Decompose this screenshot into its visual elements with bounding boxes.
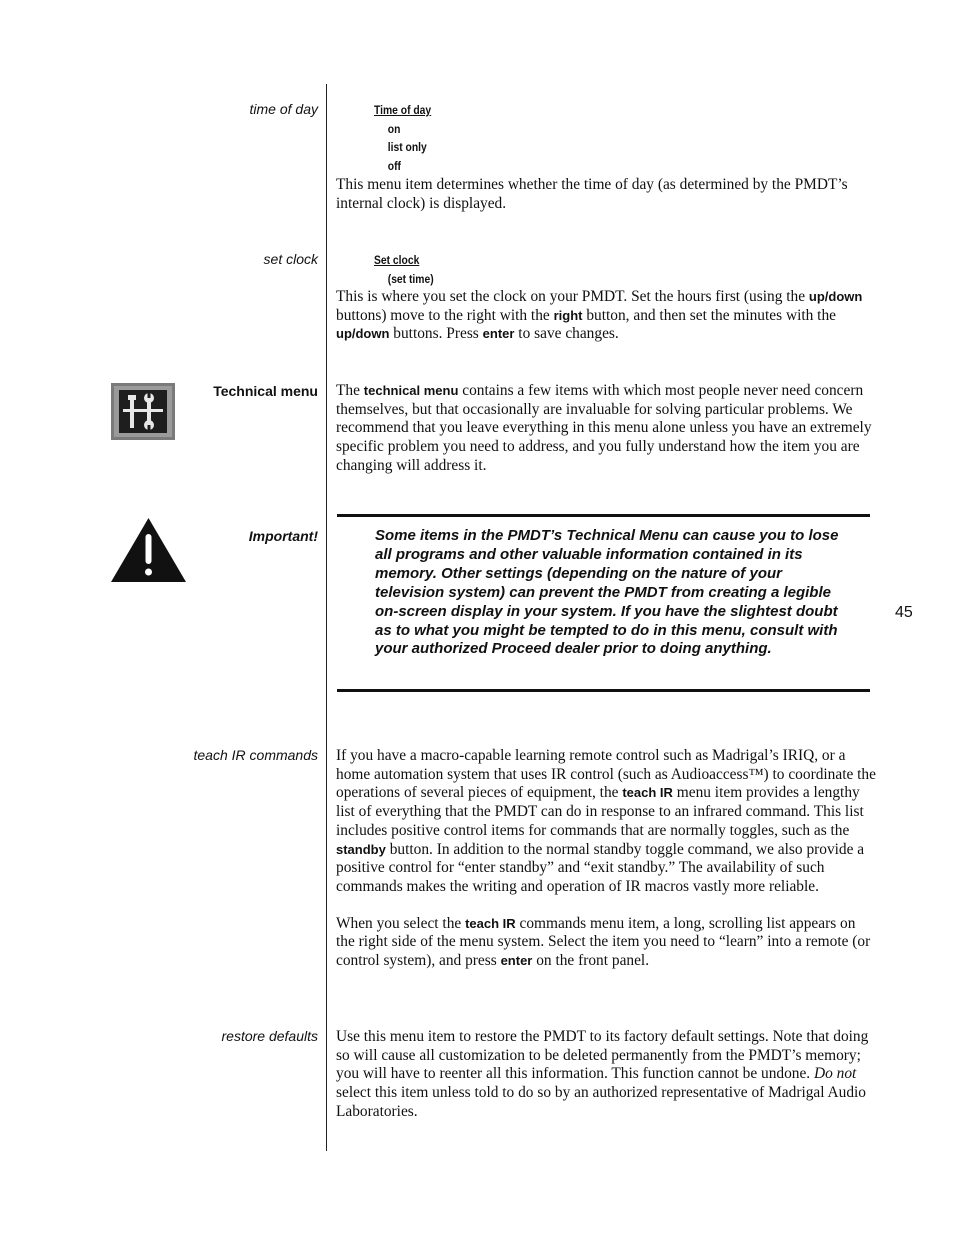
column-divider [326,84,327,1151]
side-label-technical-menu: Technical menu [213,383,318,399]
paragraph: If you have a macro-capable learning remote control such as Madrigal’s IRIQ, or a home automation system that uses IR control (such as Audioaccess™) to coordinate the operations of several pieces of equipment, the teach IR menu item provides a lengthy list of everything that the PMDT can do in response to an infrared command. This list includes positive control items for commands that are normally toggles, such as the standby button. In addition to the normal standby toggle command, we also provide a positive control for “enter standby” and “exit standby.” The availability of such commands makes the writing and operation of IR macros vastly more reliable. [336,747,876,895]
teach-ir-description [336,747,876,971]
menu-option: (set time) [387,271,434,286]
menu-title: Time of day [374,103,432,117]
side-label-time-of-day: time of day [249,101,318,117]
time-of-day-description: This menu item determines whether the time of day (as determined by the PMDT’s internal clock) is displayed. [336,176,848,212]
page-number: 45 [895,604,913,621]
keyword: up/down [336,326,390,342]
warning-top-rule [337,514,870,517]
keyword: teach IR [465,915,516,931]
warning-text: Some items in the PMDT’s Technical Menu can cause you to lose all programs and other valuable information contained in its memory. Other settings (depending on the nature of your television system) can prevent the PMDT from creating a legible on-screen display in your system. If you have the slightest doubt as to what you might be tempted to do in this menu, consult with your authorized Proceed dealer prior to doing anything. [375,527,839,658]
technical-menu-description: The technical menu contains a few items with which most people never need concern themselves, but that occasionally are invaluable for solving particular problems. We recommend that you leave everything in this menu alone unless you have an extremely specific problem you need to address, and you fully understand how the item you are changing will address it. [336,382,872,474]
set-clock-description: This is where you set the clock on your PMDT. Set the hours first (using the up/down buttons) move to the right with the right button, and then set the minutes with the up/down buttons. Press enter to save changes. [336,288,863,343]
paragraph: When you select the teach IR commands menu item, a long, scrolling list appears on the right side of the menu system. Select the item you need to “learn” into a remote (or control system), and press enter on the front panel. [336,914,871,970]
menu-title: Set clock [374,253,420,267]
keyword: technical menu [363,383,459,398]
menu-block-set-clock [374,251,434,288]
side-label-restore-defaults: restore defaults [221,1028,318,1044]
side-label-set-clock: set clock [263,251,318,267]
menu-option: list only [387,140,427,154]
keyword: enter [482,326,515,342]
keyword: up/down [808,289,863,304]
keyword: enter [500,953,533,969]
side-label-important: Important! [248,528,318,544]
warning-bottom-rule [337,689,870,692]
menu-block-time-of-day [374,101,431,175]
keyword: standby [336,841,386,857]
keyword: right [553,307,583,323]
restore-defaults-description: Use this menu item to restore the PMDT to its factory default settings. Note that doing so will cause all customization to be deleted permanently from the PMDT’s memory; you will have to reenter all this information. This function cannot be undone. Do not select this item unless told to do so by an authorized representative of Madrigal Audio Laboratories. [336,1028,869,1120]
warning-icon [111,518,186,582]
wrench-screwdriver-icon [111,383,175,440]
keyword: teach IR [622,785,673,801]
menu-option: off [387,158,401,173]
menu-option: on [387,121,401,136]
side-label-teach-ir: teach IR commands [193,747,318,763]
